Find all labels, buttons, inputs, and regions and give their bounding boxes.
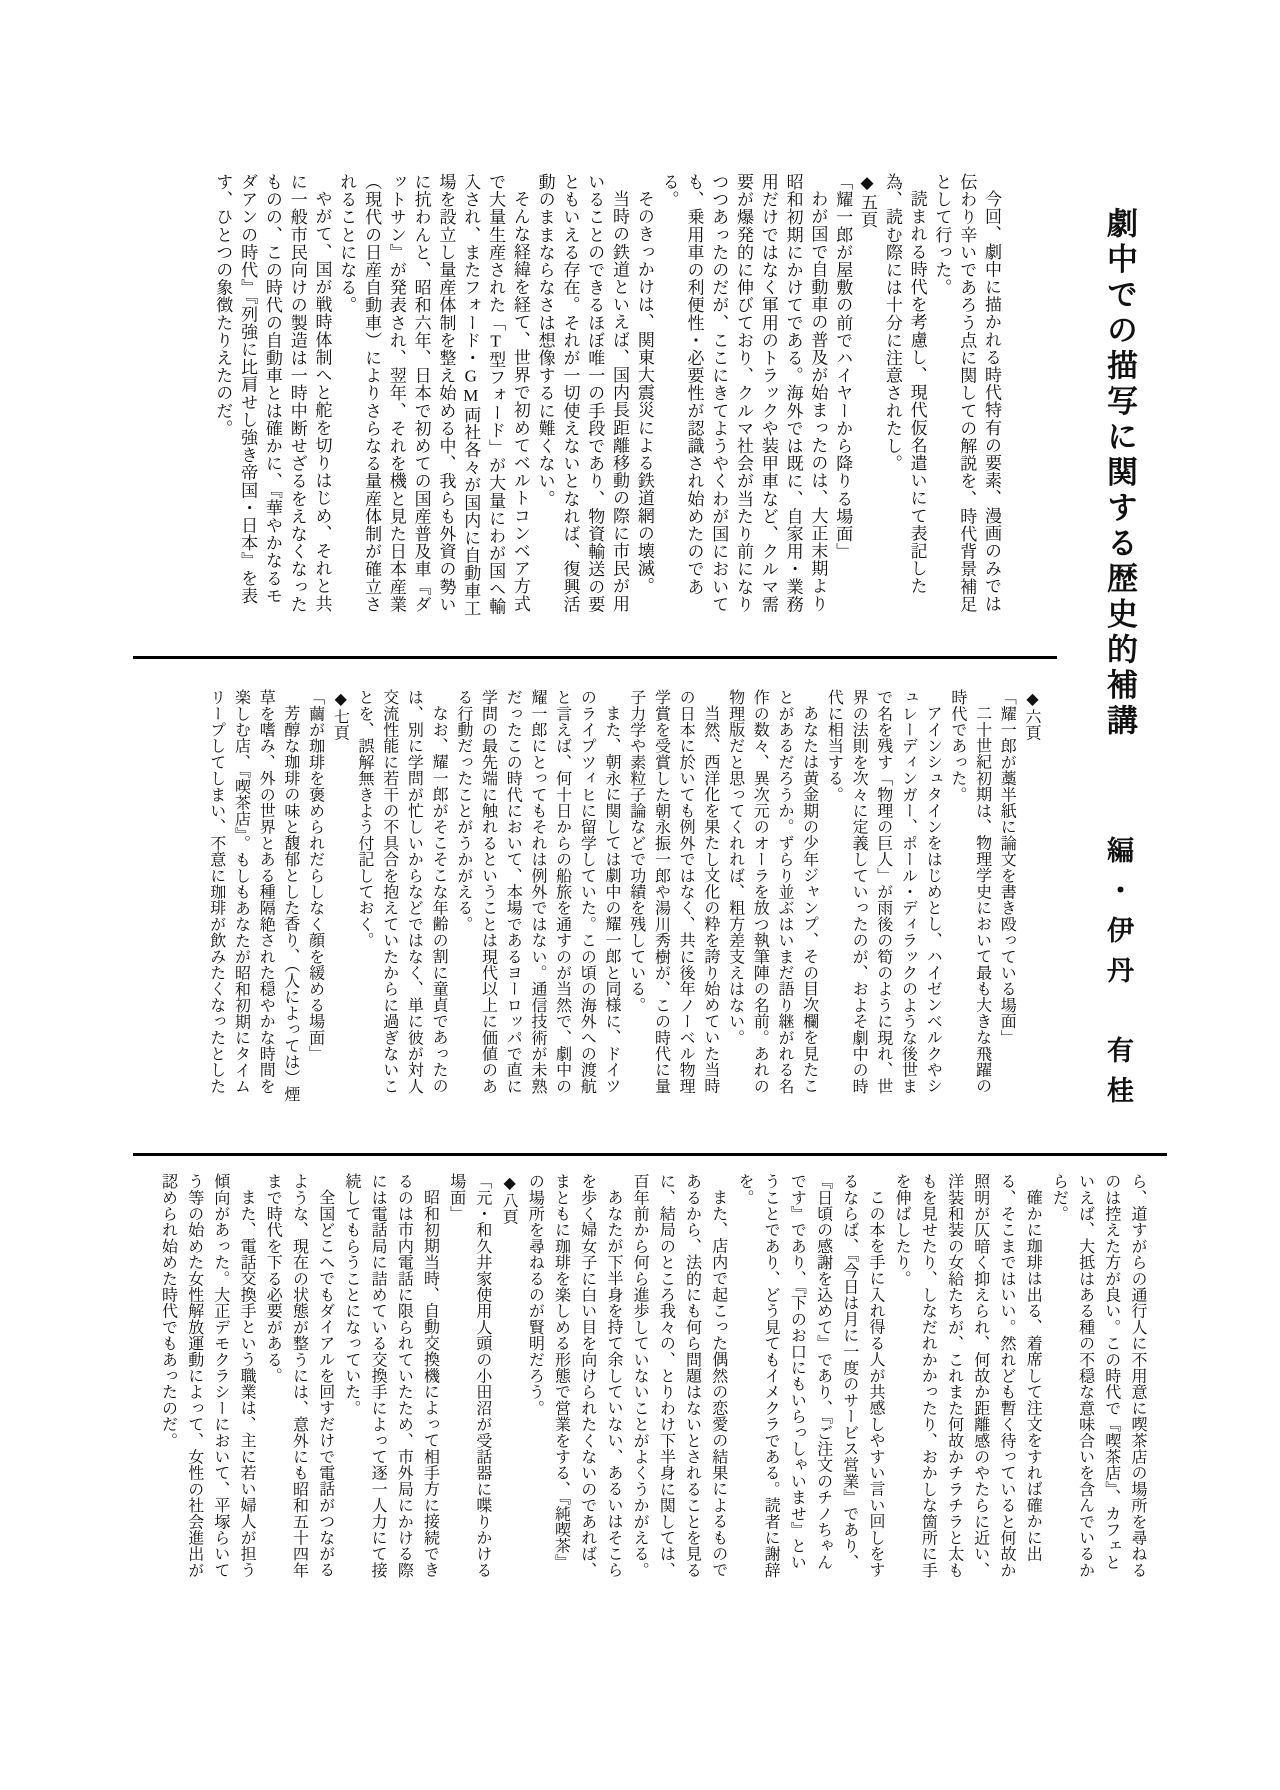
section-intro-and-page5	[210, 173, 1004, 621]
body-paragraph: あなたは黄金期の少年ジャンプ、その目次欄を見たことがあるだろうか。ずらり並ぶはいまだ語り継がれる名作の数々、異次元のオーラを放つ執筆陣の名前。あれの物理版だと思ってくれれば、粗方差支えはない。	[726, 689, 818, 1094]
section-page7cont-page8	[154, 1173, 1150, 1586]
body-paragraph: そんな経緯を経て、世界で初めてベルトコンベア方式で大量生産された「T型フォード」が大量にわが国へ輸入され、またフォード・GM両社各々が国内に自動車工場を設立し量産体制を整え始める中、我らも外資の勢いに抗わんと、昭和六年、日本で初めての国産普及車『ダットサン』が発表され、翌年、それを機と見た日本産業（現代の日産自動車）によりさらなる量産体制が確立されることになる。	[337, 173, 530, 617]
body-paragraph: そのきっかけは、関東大震災による鉄道網の壊滅。	[634, 190, 654, 595]
body-paragraph: アインシュタインをはじめとし、ハイゼンベルクやシュレーディンガー、ポール・ディラックのような後世まで名を残す「物理の巨人」が雨後の筍のように現れ、世界の法則を次々に定義していったのが、およそ劇中の時代に相当する。	[825, 689, 942, 1094]
body-paragraph: 全国どこへでもダイアルを回すだけで電話がつながるような、現在の状態が整うには、意外にも昭和五十四年まで時代を下る必要がある。	[264, 1173, 334, 1578]
heading-page8-scene: 「元・和久井家使用人頭の小田沼が受話器に喋りかける場面」	[447, 1173, 491, 1578]
body-paragraph: 芳醇な珈琲の味と馥郁とした香り、（人によっては）煙草を嗜み、外の世界とある種隔絶された穏やかな時間を楽しむ店、『喫茶店』。もしもあなたが昭和初期にタイムリープしてしまい、不意に珈琲が飲みたくなったとした	[207, 689, 299, 1102]
heading-page7-scene: 「繭が珈琲を褒められだらしなく顔を緩める場面」	[306, 689, 324, 1062]
section-divider-bottom	[133, 1153, 1167, 1156]
heading-page6-scene: 「耀一郎が藁半紙に論文を書き殴っている場面」	[998, 689, 1016, 1046]
body-paragraph: 昭和初期当時、自動交換機によって相手方に接続できるのは市内電話に限られていたため、市外局にかける際には電話局に詰めている交換手によって逐一人力にて接続してもらうことになっていた。	[342, 1173, 439, 1578]
editor-credit: 編・伊丹 有桂	[1103, 836, 1133, 1116]
intro-paragraph: 読まれる時代を考慮し、現代仮名遣いにて表記した為、読む際には十分に注意されたし。	[882, 173, 927, 595]
body-paragraph: 二十世紀初期は、物理学史において最も大きな飛躍の時代であった。	[948, 689, 991, 1094]
body-paragraph: 当然、西洋化を果たし文化の粋を誇り始めていた当時の日本に於いても例外ではなく、共に後年ノーベル物理学賞を受賞した朝永振一郎や湯川秀樹が、この時代に量子力学や素粒子論などで功績を残している。	[627, 689, 719, 1094]
body-paragraph: また、電話交換手という職業は、主に若い婦人が担う傾向があった。大正デモクラシーにおいて、平塚らいてう等の始めた女性解放運動によって、女性の社会進出が認められ始めた時代でもあったのだ。	[159, 1173, 256, 1578]
heading-page5-marker: ◆五頁	[858, 173, 878, 229]
body-paragraph: なお、耀一郎がそこそこな年齢の割に童貞であったのは、別に学問が忙しいからなどではなく、単に彼が対人交流性能に若干の不具合を抱えていたからに過ぎないことを、誤解無きよう付記しておく。	[356, 689, 448, 1094]
body-paragraph: ら、道すがらの通行人に不用意に喫茶店の場所を尋ねるのは控えた方が良い。この時代で『喫茶店』、カフェといえば、大抵はある種の不穏な意味合いを含んでいるからだ。	[1050, 1173, 1146, 1578]
body-paragraph: わが国で自動車の普及が始まったのは、大正末期より昭和初期にかけてである。海外では既に、自家用・業務用だけではなく軍用のトラックや装甲車など、クルマ需要が爆発的に伸びており、クルマ社会が当たり前になりつつあったのだが、ここにきてようやくわが国においても、乗用車の利便性・必要性が認識され始めたのである。	[659, 173, 828, 613]
body-paragraph: この本を手に入れ得る人が共感しやすい言い回しをするならば、『今日は月に一度のサービス営業』であり、『日頃の感謝を込めて』であり、『ご注文のチノちゃんです』であり、『下のお口にもいらっしゃいませ』ということであり、どう見てもイメクラである。読者に謝辞を。	[735, 1173, 884, 1578]
heading-page5-scene: 「耀一郎が屋敷の前でハイヤーから降りる場面」	[833, 173, 853, 561]
section-page6-page7	[203, 689, 1043, 1102]
section-divider-top	[133, 656, 1057, 659]
page-title: 劇中での描写に関する歴史的補講	[1102, 207, 1137, 740]
heading-page7-marker: ◆七頁	[331, 689, 349, 741]
heading-page8-marker: ◆八頁	[500, 1173, 518, 1225]
body-paragraph: また、店内で起こった偶然の恋愛の結果によるものであるから、法的にも何ら問題はないとされることを見るに、結局のところ我々の、とりわけ下半身に関しては、百年前から何ら進歩していないことがよくうかがえる。	[631, 1173, 727, 1578]
body-paragraph: また、朝永に関しては劇中の耀一郎と同様に、ドイツのライプツィヒに留学していた。この頃の海外への渡航と言えば、何十日からの船旅を通すのが当然で、劇中の耀一郎にとってもそれは例外ではない。通信技術が未熟だったこの時代において、本場であるヨーロッパで直に学問の最先端に触れるということは現代以上に価値のある行動だったことがうかがえる。	[454, 689, 621, 1094]
body-paragraph: 当時の鉄道といえば、国内長距離移動の際に市民が用いることのできるほぼ唯一の手段であり、物資輸送の要ともいえる存在。それが一切使えないとなれば、復興活動のままならなさは想像するに難くない。	[535, 173, 630, 613]
intro-paragraph: 今回、劇中に描かれる時代特有の要素、漫画のみでは伝わり辛いであろう点に関しての解説を、時代背景補足として行った。	[932, 173, 1001, 613]
body-paragraph: やがて、国が戦時体制へと舵を切りはじめ、それと共に一般市民向けの製造は一時中断せざるをえなくなったものの、この時代の自動車とは確かに、『華やかなるモダアンの時代』『列強に比肩せし強き帝国・日本』を表す、ひとつの象徴たりえたのだ。	[213, 173, 332, 613]
heading-page6-marker: ◆六頁	[1023, 689, 1040, 741]
body-paragraph: あなたが下半身を持て余していない、あるいはそこらを歩く婦女子に白い目を向けられたくないのであれば、まともに珈琲を楽しめる形態で営業をする、『純喫茶』の場所を尋ねるのが賢明だろう。	[526, 1173, 622, 1578]
body-paragraph: 確かに珈琲は出る、着席して注文をすれば確かに出る、そこまではいい。然れども暫く待っていると何故か照明が仄暗く抑えられ、何故か距離感のやたらに近い、洋装和装の女給たちが、これまた何故かチラチラと太ももを見せたり、しなだれかかったり、おかしな箇所に手を伸ばしたり。	[893, 1173, 1042, 1578]
